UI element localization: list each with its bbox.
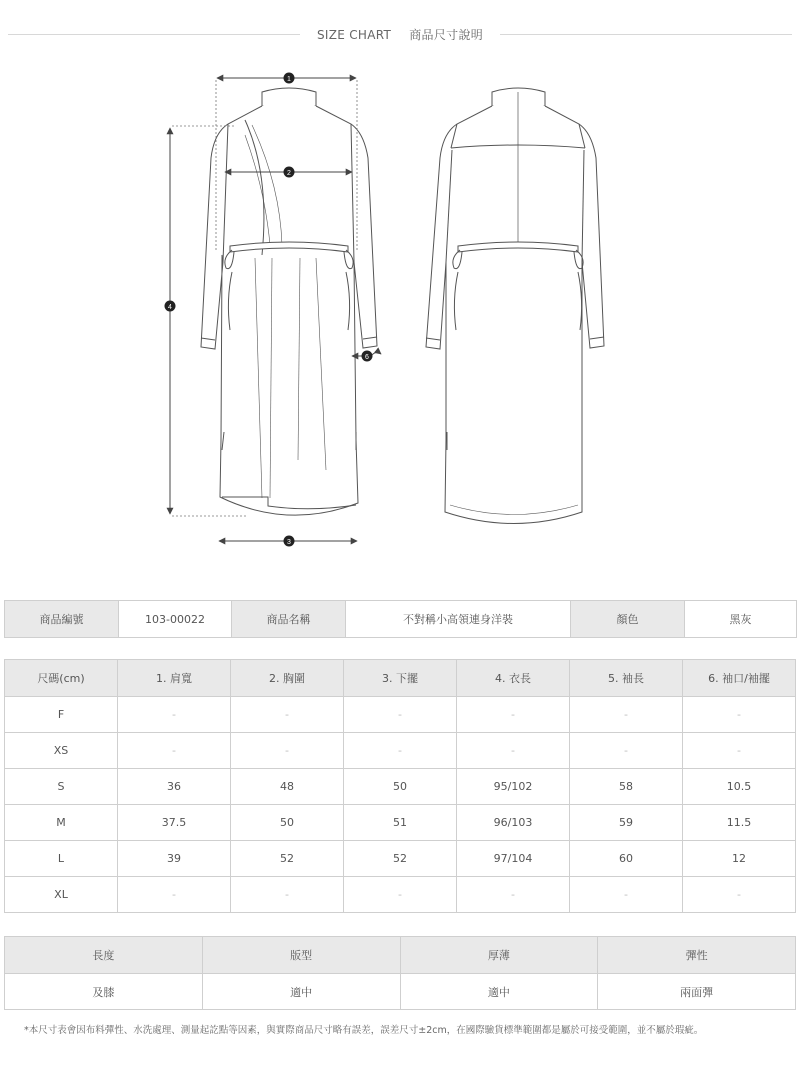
fit-attr-value: 適中: [202, 974, 400, 1010]
value-cell: -: [457, 733, 570, 769]
product-info-table: [4, 600, 797, 638]
value-cell: 11.5: [683, 805, 796, 841]
value-cell: -: [344, 877, 457, 913]
value-cell: -: [118, 733, 231, 769]
value-cell: -: [683, 733, 796, 769]
marker-1: [284, 73, 295, 84]
svg-text:1: 1: [287, 76, 291, 83]
sleeve-length-header: 5. 袖長: [570, 660, 683, 697]
value-cell: 36: [118, 769, 231, 805]
value-cell: -: [231, 733, 344, 769]
table-row: [5, 805, 796, 841]
table-row: [5, 841, 796, 877]
product-code: 103-00022: [119, 601, 232, 638]
thickness-attr-value: 適中: [400, 974, 598, 1010]
value-cell: 59: [570, 805, 683, 841]
value-cell: -: [231, 697, 344, 733]
length-attr-value: 及膝: [5, 974, 203, 1010]
table-row: [5, 769, 796, 805]
value-cell: 97/104: [457, 841, 570, 877]
svg-text:3: 3: [287, 539, 291, 546]
value-cell: 48: [231, 769, 344, 805]
thickness-attr-header: 厚薄: [400, 937, 598, 974]
title-english: SIZE CHART: [316, 28, 392, 42]
hem-header: 3. 下擺: [344, 660, 457, 697]
value-cell: -: [344, 697, 457, 733]
value-cell: -: [344, 733, 457, 769]
size-cell: S: [5, 769, 118, 805]
fabric-attributes-table: [4, 936, 796, 1010]
product-code-label: 商品編號: [5, 601, 119, 638]
value-cell: -: [683, 877, 796, 913]
product-color: 黑灰: [685, 601, 797, 638]
table-row: [5, 877, 796, 913]
value-cell: -: [570, 697, 683, 733]
svg-text:2: 2: [287, 170, 291, 177]
value-cell: 52: [344, 841, 457, 877]
elasticity-attr-header: 彈性: [598, 937, 796, 974]
value-cell: -: [570, 877, 683, 913]
value-cell: -: [118, 877, 231, 913]
size-cell: XL: [5, 877, 118, 913]
value-cell: 51: [344, 805, 457, 841]
value-cell: 37.5: [118, 805, 231, 841]
value-cell: 58: [570, 769, 683, 805]
value-cell: -: [683, 697, 796, 733]
marker-2: [284, 167, 295, 178]
dress-front-drawing: [201, 88, 377, 515]
table-row: [5, 733, 796, 769]
size-cell: L: [5, 841, 118, 877]
marker-4: [165, 301, 176, 312]
fit-attr-header: 版型: [202, 937, 400, 974]
product-name-label: 商品名稱: [232, 601, 346, 638]
length-attr-header: 長度: [5, 937, 203, 974]
cuff-header: 6. 袖口/袖擺: [683, 660, 796, 697]
value-cell: -: [118, 697, 231, 733]
table-row: [5, 697, 796, 733]
length-header: 4. 衣長: [457, 660, 570, 697]
size-table: [4, 659, 796, 913]
marker-6: [362, 351, 373, 362]
value-cell: -: [570, 733, 683, 769]
value-cell: -: [457, 877, 570, 913]
value-cell: 95/102: [457, 769, 570, 805]
elasticity-attr-value: 兩面彈: [598, 974, 796, 1010]
value-cell: 39: [118, 841, 231, 877]
dress-back-drawing: [426, 88, 604, 524]
size-header: 尺碼(cm): [5, 660, 118, 697]
value-cell: 96/103: [457, 805, 570, 841]
value-cell: 50: [231, 805, 344, 841]
size-cell: F: [5, 697, 118, 733]
value-cell: 60: [570, 841, 683, 877]
size-table-header: [5, 660, 796, 697]
product-info-row: [5, 601, 797, 638]
measurement-footnote: *本尺寸表會因布料彈性、水洗處理、測量起訖點等因素，與實際商品尺寸略有誤差，誤差尺寸±2cm，在國際驗貨標準範圍都是屬於可接受範圍，並不屬於瑕疵。: [24, 1025, 704, 1036]
size-cell: M: [5, 805, 118, 841]
title-chinese: 商品尺寸說明: [409, 28, 484, 42]
svg-text:4: 4: [168, 304, 172, 311]
attributes-header-row: [5, 937, 796, 974]
product-color-label: 顏色: [571, 601, 685, 638]
value-cell: -: [457, 697, 570, 733]
svg-text:6: 6: [365, 354, 369, 361]
value-cell: 52: [231, 841, 344, 877]
value-cell: 50: [344, 769, 457, 805]
value-cell: -: [231, 877, 344, 913]
product-name: 不對稱小高領連身洋裝: [346, 601, 571, 638]
value-cell: 10.5: [683, 769, 796, 805]
value-cell: 12: [683, 841, 796, 877]
size-cell: XS: [5, 733, 118, 769]
chest-header: 2. 胸圍: [231, 660, 344, 697]
marker-3: [284, 536, 295, 547]
attributes-value-row: [5, 974, 796, 1010]
shoulder-header: 1. 肩寬: [118, 660, 231, 697]
